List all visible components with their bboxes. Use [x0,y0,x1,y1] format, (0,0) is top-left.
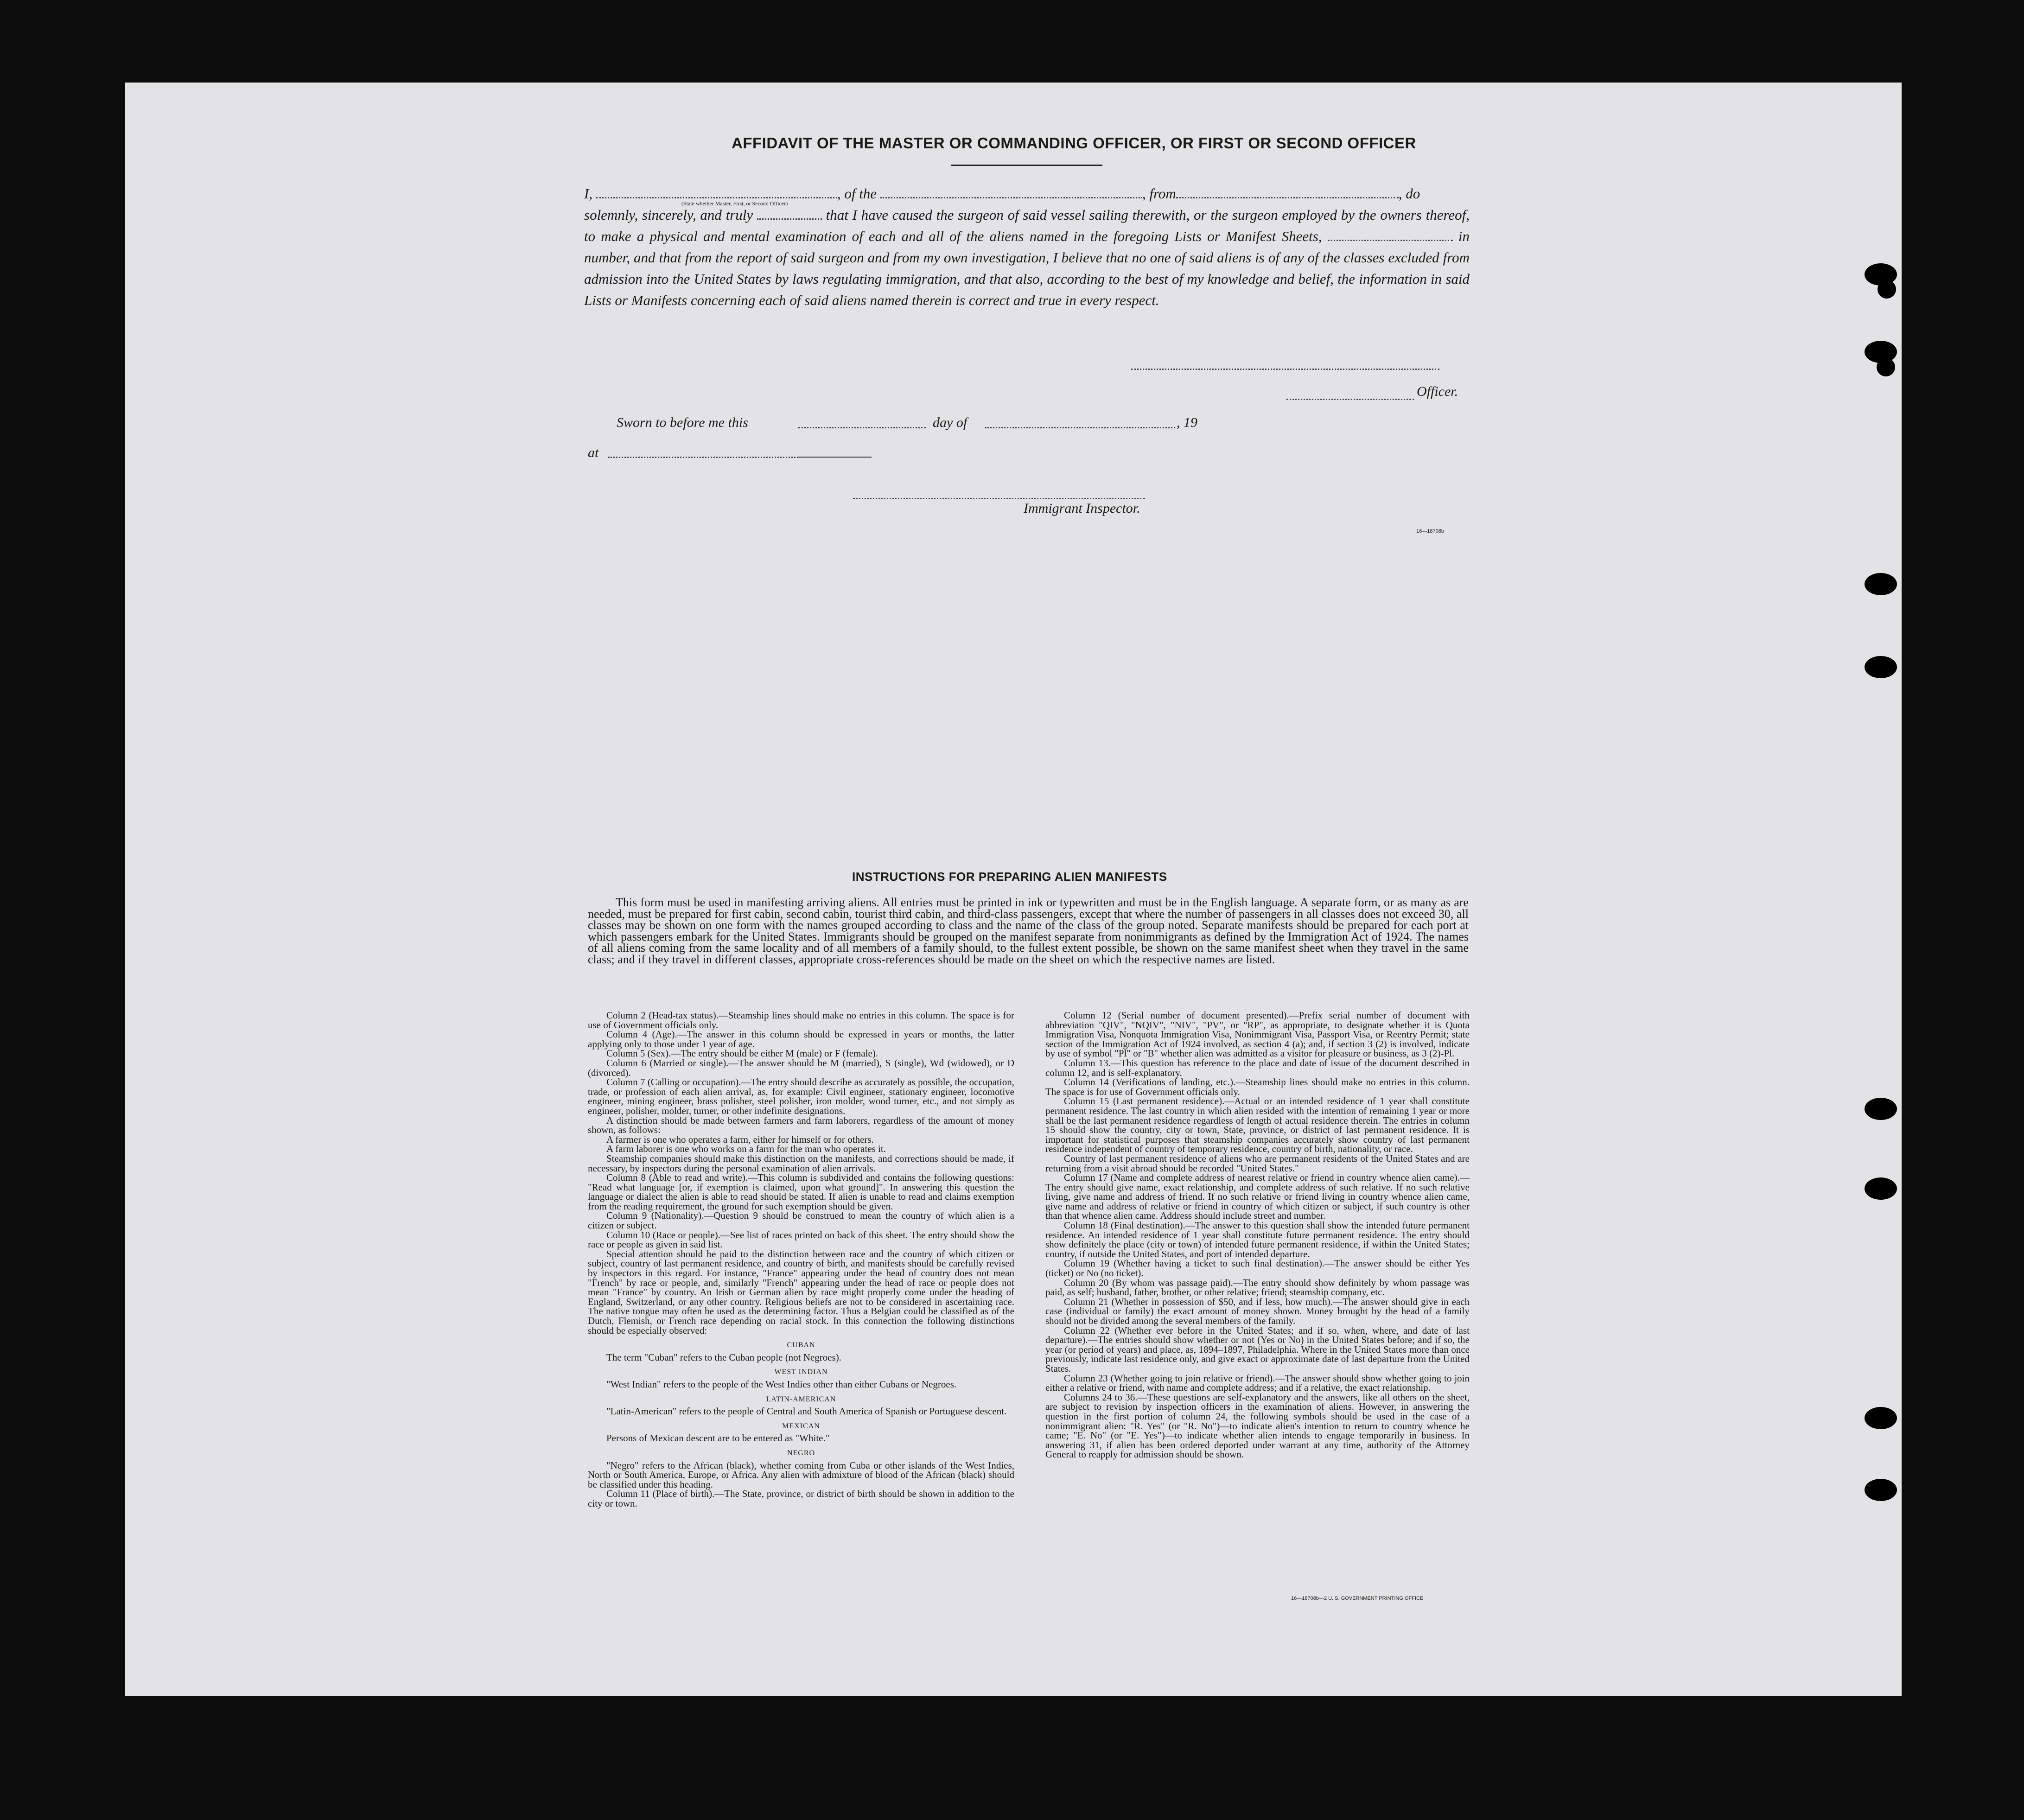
officer-rank-blank[interactable] [596,197,837,198]
affidavit-title: AFFIDAVIT OF THE MASTER OR COMMANDING OFFICER, OR FIRST OR SECOND OFFICER [732,134,1416,152]
column-11-text: Column 11 (Place of birth).—The State, province, or district of birth should be shown in addition to the city or town. [588,1488,1014,1509]
inspector-signature-line[interactable] [853,498,1145,499]
officer-signature-line[interactable] [1286,399,1414,400]
binder-hole [1865,1479,1897,1501]
day-of-label: day of [933,415,967,430]
at-label: at [588,445,599,460]
port-blank[interactable] [1176,197,1399,198]
definition-heading: LATIN-AMERICAN [766,1395,836,1403]
instruction-paragraph: Column 4 (Age).—The answer in this column should be expressed in years or months, the latter applying only to those under 1 year of age. [588,1029,1014,1050]
instruction-paragraph: Column 7 (Calling or occupation).—The entry should describe as accurately as possible, the occupation, trade, or profession of each alien arrival, as, for example: Civil engineer, stationary engineer, locomotive engineer, mining engineer, brass polisher, steel polisher, iron molder, wood turner, etc., and not simply as engineer, polisher, molder, turner, or other indefinite designations. [588,1076,1014,1116]
instruction-paragraph: Steamship companies should make this distinction on the manifests, and corrections should be made, if necessary, by inspectors during the personal examination of alien arrivals. [588,1152,1014,1174]
instructions-right-column [1045,1011,1470,1459]
oath-blank[interactable] [757,218,822,220]
instruction-paragraph: A farm laborer is one who works on a farm for the man who operates it. [606,1143,886,1155]
line1-from: , from [1142,185,1176,202]
line1-of: , of the [837,185,877,202]
instructions-intro: This form must be used in manifesting arriving aliens. All entries must be printed in ink or typewritten and must be in the English language. A separate form, or as many as are needed, must be prepared for first cabin, second cabin, tourist third cabin, and third-class passengers, except that where the number of passengers in all classes does not exceed 30, all classes may be shown on one form with the names grouped according to class and the name of the class of the group noted. Separate manifests should be prepared for each port at which passengers embark for the United States. Immigrants should be grouped on the manifest separate from nonimmigrants as defined by the Immigration Act of 1924. The names of all aliens coming from the same locality and of all members of a family should, to the fullest extent possible, be shown on the same manifest sheet when they travel in the same class; and if they travel in different classes, appropriate cross-references should be made on the sheet on which the respective names are listed. [588,896,1469,966]
binder-hole [1865,1177,1897,1200]
instruction-paragraph: Columns 24 to 36.—These questions are self-explanatory and the answers, like all others on the sheet, are subject to revision by inspection officers in the examination of aliens. However, in answering the question in the first portion of column 24, the following symbols should be used in the case of a nonimmigrant alien: "R. Yes" (or "R. No")—to indicate alien's intention to return to country whence he came; "E. No" (or "E. Yes")—to indicate whether alien intends to engage temporarily in business. In answering 31, if alien has been ordered deported under warrant at any time, authority of the Attorney General to reapply for admission should be shown. [1045,1391,1470,1460]
definition-heading: WEST INDIAN [774,1368,828,1376]
instruction-paragraph: Column 6 (Married or single).—The answer should be M (married), S (single), Wd (widowed), or D (divorced). [588,1057,1014,1078]
binder-hole [1878,280,1896,299]
instruction-paragraph: Column 9 (Nationality).—Question 9 should be construed to mean the country of which alien is a citizen or subject. [588,1210,1014,1231]
instruction-paragraph: Column 10 (Race or people).—See list of races printed on back of this sheet. The entry should show the race or people as given in said list. [588,1229,1014,1250]
officer-label: Officer. [1417,384,1458,399]
instructions-title: INSTRUCTIONS FOR PREPARING ALIEN MANIFESTS [852,870,1167,884]
place-blank[interactable] [608,457,798,458]
instruction-paragraph: Column 12 (Serial number of document presented).—Prefix serial number of document with abbreviation "QIV", "NQIV", "NIV", "PV", or "RP", as appropriate, to designate whether it is Quota Immigration Visa, Nonquota Immigration Visa, Nonimmigrant Visa, Passport Visa, or Reentry Permit; state section of the Immigration Act of 1924 involved, as section 4 (a); and, if section 3 (2) is involved, indicate by use of symbol "Pl" or "B" whether alien was admitted as a visitor for pleasure or business, as 3 (2)-Pl. [1045,1010,1470,1059]
instruction-paragraph: Column 13.—This question has reference to the place and date of issue of the document described in column 12, and is self-explanatory. [1045,1057,1470,1078]
definition-text: Persons of Mexican descent are to be entered as "White." [606,1432,830,1444]
binder-hole [1865,656,1897,678]
signature-line[interactable] [1131,369,1439,370]
vessel-name-blank[interactable] [880,197,1142,198]
definition-heading: NEGRO [787,1449,815,1457]
instruction-paragraph: A distinction should be made between farmers and farm laborers, regardless of the amount of money shown, as follows: [588,1114,1014,1136]
instruction-paragraph: Column 23 (Whether going to join relative or friend).—The answer should show whether going to join either a relative or friend, with name and complete address; and if a relative, the exact relationship. [1045,1372,1470,1394]
definition-text: "West Indian" refers to the people of the West Indies other than either Cubans or Negroes. [606,1378,957,1390]
instruction-paragraph: Column 15 (Last permanent residence).—Actual or an intended residence of 1 year shall constitute permanent residence. The last country in which alien resided with the intention of remaining 1 year or more shall be the last permanent residence regardless of length of actual residence therein. The entries in column 15 should show the country, city or town, State, province, or district of last permanent residence. It is important for statistical purposes that steamship companies accurately show country of last permanent residence independent of country of temporary residence, country of birth, nationality, or race. [1045,1095,1470,1155]
definition-heading: CUBAN [787,1341,815,1349]
instructions-left-column [588,1011,1014,1508]
instruction-paragraph: Column 5 (Sex).—The entry should be either M (male) or F (female). [606,1048,878,1059]
month-blank[interactable] [985,427,1175,428]
sworn-phrase: solemnly, sincerely, and truly [584,207,753,223]
instruction-paragraph: Column 20 (By whom was passage paid).—The entry should show definitely by whom passage was paid, as self; husband, father, brother, or other relative; friend; steamship company, etc. [1045,1277,1470,1298]
definition-text: "Latin-American" refers to the people of Central and South America of Spanish or Portuguese descent. [606,1406,1007,1417]
definition-text: "Negro" refers to the African (black), whether coming from Cuba or other islands of the West Indies, North or South America, Europe, or Africa. Any alien with admixture of blood of the African (black) should be classified under this heading. [588,1459,1014,1490]
inspector-label: Immigrant Inspector. [1024,501,1140,516]
instruction-paragraph: Column 17 (Name and complete address of nearest relative or friend in country whence alien came).—The entry should give name, exact relationship, and complete address of such relative. If no such relative living, give name and address of friend. If no such relative or friend living in country whence alien came, give name and address of relative or friend in country of which citizen or subject, if such country is other than that whence alien came. Address should include street and number. [1045,1172,1470,1222]
instruction-paragraph: A farmer is one who operates a farm, either for himself or for others. [606,1133,874,1145]
line1-i: I, [584,185,593,202]
instruction-paragraph: Column 8 (Able to read and write).—This column is subdivided and contains the following questions: "Read what language [or, if exemption is claimed, upon what ground]". In answering this question the language or dialect the alien is able to read should be stated. If alien is unable to read and claims exemption from the reading requirement, the ground for such exemption should be given. [588,1172,1014,1212]
instruction-paragraph: Column 2 (Head-tax status).—Steamship lines should make no entries in this column. The space is for use of Government officials only. [588,1010,1014,1031]
affidavit-text-2: in number, and that from the report of said surgeon and from my own investigation, I believe that no one of said aliens is of any of the classes excluded from admission into the United States by laws regulating immigration, and that also, according to the best of my knowledge and belief, the information in said Lists or Manifests concerning each of said aliens named therein is correct and true in every respect. [584,228,1470,308]
line1-do: , do [1398,185,1420,202]
title-underline [951,165,1102,166]
binder-hole [1865,1098,1897,1120]
instruction-paragraph: Country of last permanent residence of aliens who are permanent residents of the United States and are returning from a visit abroad should be recorded "United States." [1045,1152,1470,1174]
printing-office-footer: 16—18708b—2 U. S. GOVERNMENT PRINTING OFFICE [1291,1596,1424,1601]
instruction-paragraph: Column 18 (Final destination).—The answer to this question shall show the intended future permanent residence. An intended residence of 1 year shall constitute future permanent residence. The entry should show definitely the place (city or town) of intended future permanent residence, if within the United States; country, if outside the United States, and port of intended departure. [1045,1220,1470,1260]
sworn-label: Sworn to before me this [617,415,748,430]
binder-hole [1865,573,1897,595]
count-blank[interactable] [1328,240,1453,241]
sworn-day-blank[interactable] [798,427,926,428]
instruction-paragraph: Column 22 (Whether ever before in the United States; and if so, when, where, and date of last departure).—The entries should show whether or not (Yes or No) in the United States before; and if so, the year (or period of years) and place, as, 1894–1897, Philadelphia. Where in the United States more than once previously, indicate last residence only, and give exact or approximate date of last departure from the United States. [1045,1324,1470,1374]
instruction-paragraph: Column 14 (Verifications of landing, etc.).—Steamship lines should make no entries in this column. The space is for use of Government officials only. [1045,1076,1470,1097]
definition-heading: MEXICAN [782,1422,820,1430]
binder-hole [1865,1407,1897,1429]
year-label: , 19 [1177,415,1197,430]
officer-note: (State whether Master, First, or Second Officer) [681,200,788,207]
definition-text: The term "Cuban" refers to the Cuban people (not Negroes). [606,1351,841,1363]
binder-hole [1877,358,1895,376]
place-underline [797,457,872,458]
instruction-paragraph: Special attention should be paid to the distinction between race and the country of which citizen or subject, country of last permanent residence, and country of birth, and manifests should be carefully revised by inspectors in this regard. For instance, "France" appearing under the head of country does not mean "French" by race or people, and, similarly "French" appearing under the head of race or people does not mean "France" by country. An Irish or German alien by race might properly come under the heading of England, Switzerland, or any other country. Religious beliefs are not to be considered in ascertaining race. The native tongue may often be used as the determining factor. Thus a Belgian could be classified as of the Dutch, Flemish, or French race depending on racial stock. In this connection the following distinctions should be especially observed: [588,1248,1014,1336]
form-number: 16—18708b [1416,528,1444,534]
affidavit-text-1: that I have caused the surgeon of said vessel sailing therewith, or the surgeon employed by the owners thereof, to make a physical and mental examination of each and all of the aliens named in the foregoing Lists or Manifest Sheets, [584,207,1470,244]
instruction-paragraph: Column 21 (Whether in possession of $50, and if less, how much).—The answer should give in each case (individual or family) the exact amount of money shown. Money brought by the head of a family should not be divided among the several members of the family. [1045,1296,1470,1326]
instruction-paragraph: Column 19 (Whether having a ticket to such final destination).—The answer should be either Yes (ticket) or No (no ticket). [1045,1258,1470,1279]
